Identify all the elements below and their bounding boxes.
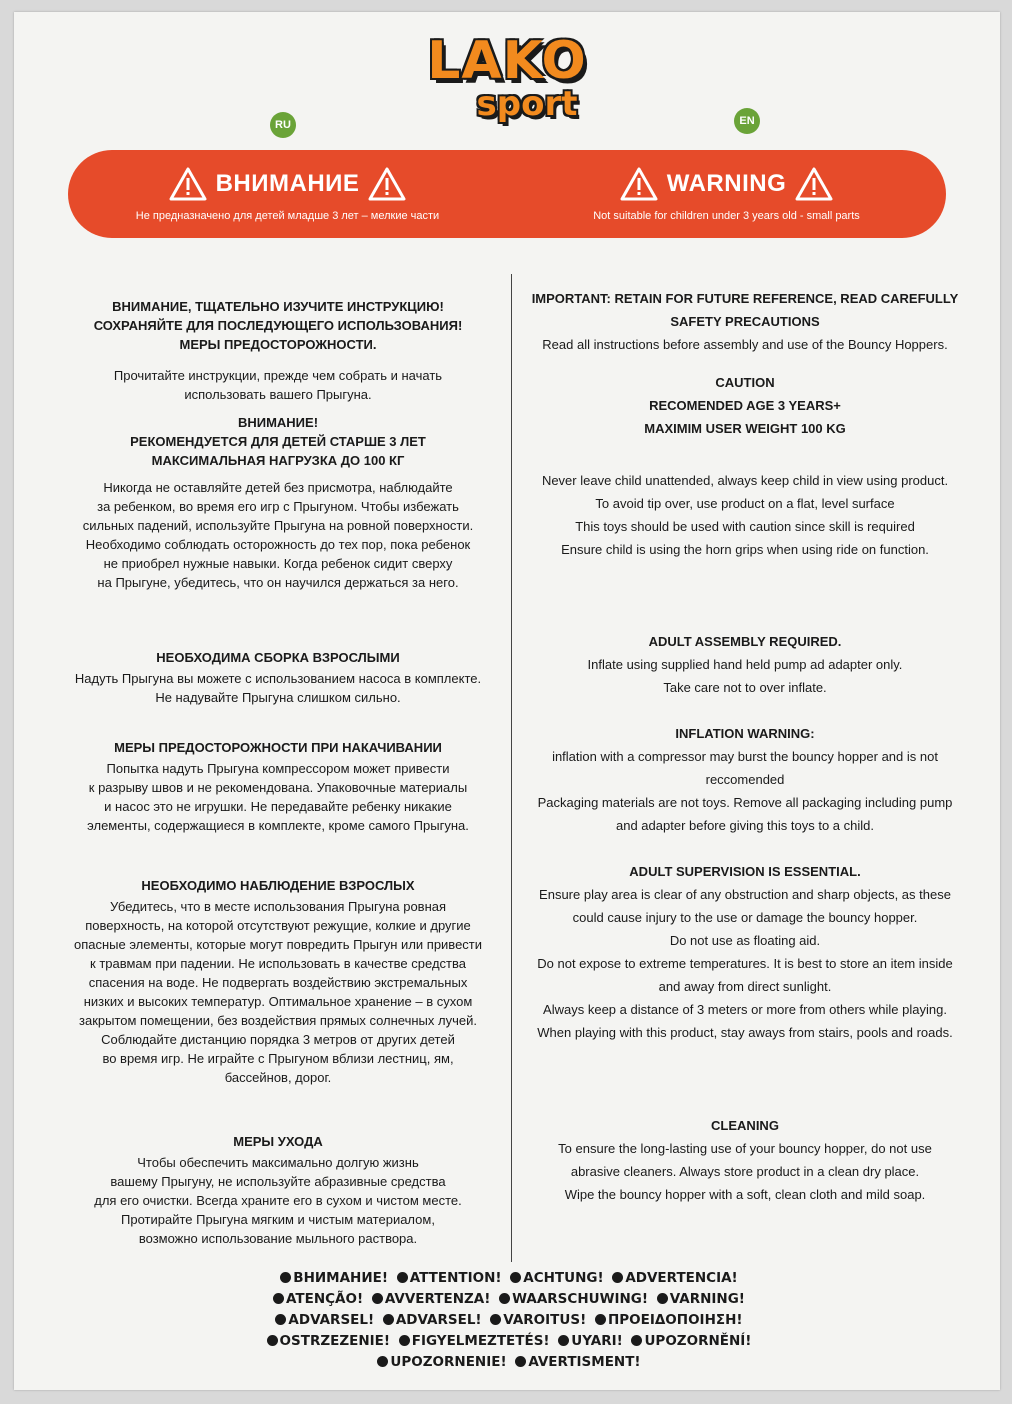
ru-line: и насос это не игрушки. Не передавайте ребенку никакие	[104, 799, 452, 814]
ru-line: за ребенком, во время его игр с Прыгуном. Чтобы избежать	[97, 499, 459, 514]
footer-word: ADVERTENCIA!	[625, 1270, 738, 1286]
ru-line: Необходимо соблюдать осторожность до тех пор, пока ребенок	[85, 537, 471, 552]
ru-line: вашему Прыгуну, не используйте абразивные средства	[110, 1174, 446, 1189]
column-divider	[511, 274, 512, 1262]
footer-word: ΠΡΟΕΙΔΟΠΟΙΗΣΗ!	[607, 1312, 743, 1328]
en-line: When playing with this product, stay aways from stairs, pools and roads.	[537, 1025, 953, 1040]
ru-line: низких и высоких температур. Оптимальное хранение – в сухом	[83, 994, 473, 1009]
ru-assembly-heading: НЕОБХОДИМА СБОРКА ВЗРОСЛЫМИ	[156, 650, 400, 665]
en-line: could cause injury to the use or damage the bouncy hopper.	[572, 910, 918, 925]
footer-word: AVVERTENZA!	[384, 1291, 491, 1307]
ru-intro-heading: СОХРАНЯЙТЕ ДЛЯ ПОСЛЕДУЮЩЕГО ИСПОЛЬЗОВАНИЯ!	[93, 318, 463, 333]
ru-line: Надуть Прыгуна вы можете с использованием насоса в комплекте.	[74, 671, 482, 686]
banner-ru-title: ВНИМАНИЕ	[215, 170, 360, 197]
ru-line: элементы, содержащиеся в комплекте, кроме самого Прыгуна.	[87, 818, 469, 833]
en-line: and adapter before giving this toys to a child.	[616, 818, 874, 833]
flag-dot-icon	[657, 1293, 668, 1304]
ru-intro	[50, 297, 506, 404]
en-line: This toys should be used with caution since skill is required	[575, 519, 915, 534]
banner-en-subtitle: Not suitable for children under 3 years old - small parts	[593, 210, 860, 222]
en-supervision-heading: ADULT SUPERVISION IS ESSENTIAL.	[629, 864, 861, 879]
ru-line: на Прыгуне, убедитесь, что он научился держаться за него.	[97, 575, 459, 590]
en-caution-heading: MAXIMIM USER WEIGHT 100 KG	[644, 421, 846, 436]
en-intro-heading: IMPORTANT: RETAIN FOR FUTURE REFERENCE, READ CAREFULLY	[531, 291, 959, 306]
footer-line	[14, 1331, 1000, 1352]
en-line: Always keep a distance of 3 meters or more from others while playing.	[543, 1002, 947, 1017]
ru-intro-text: Прочитайте инструкции, прежде чем собрать и начать	[113, 368, 443, 383]
footer-word: ATTENTION!	[409, 1270, 502, 1286]
flag-dot-icon	[383, 1314, 394, 1325]
brand-logo	[14, 32, 1000, 122]
en-line: Never leave child unattended, always keep child in view using product.	[541, 473, 949, 488]
ru-intro-heading: МЕРЫ ПРЕДОСТОРОЖНОСТИ.	[179, 337, 377, 352]
instruction-sheet	[14, 12, 1000, 1390]
ru-line: поверхность, на которой отсутствуют режущие, колкие и другие	[85, 918, 471, 933]
flag-dot-icon	[595, 1314, 606, 1325]
flag-dot-icon	[510, 1272, 521, 1283]
ru-line: сильных падений, используйте Прыгуна на ровной поверхности.	[82, 518, 474, 533]
multilingual-warnings	[14, 1268, 1000, 1373]
warning-triangle-icon	[619, 166, 659, 202]
flag-dot-icon	[377, 1356, 388, 1367]
en-caution	[520, 371, 970, 440]
footer-word: UPOZORNĚNÍ!	[644, 1333, 752, 1349]
ru-line: Соблюдайте дистанцию порядка 3 метров от других детей	[101, 1032, 455, 1047]
flag-dot-icon	[499, 1293, 510, 1304]
ru-line: Попытка надуть Прыгуна компрессором может привести	[106, 761, 450, 776]
footer-word: ATENÇÃO!	[286, 1291, 364, 1307]
banner-en	[507, 150, 946, 238]
ru-line: для его очистки. Всегда храните его в сухом и чистом месте.	[94, 1193, 462, 1208]
flag-dot-icon	[558, 1335, 569, 1346]
en-line: Do not expose to extreme temperatures. It is best to store an item inside	[537, 956, 953, 971]
flag-dot-icon	[280, 1272, 291, 1283]
ru-care	[50, 1132, 506, 1248]
footer-line	[14, 1352, 1000, 1373]
ru-line: возможно использование мыльного раствора.	[138, 1231, 418, 1246]
en-line: abrasive cleaners. Always store product in a clean dry place.	[570, 1164, 920, 1179]
ru-line: Чтобы обеспечить максимально долгую жизнь	[137, 1155, 419, 1170]
en-assembly	[520, 630, 970, 699]
ru-adult-supervision	[50, 876, 506, 1087]
en-line: Take care not to over inflate.	[663, 680, 827, 695]
ru-supervision-heading: НЕОБХОДИМО НАБЛЮДЕНИЕ ВЗРОСЛЫХ	[141, 878, 415, 893]
ru-assembly	[50, 648, 506, 707]
ru-caution-heading: РЕКОМЕНДУЕТСЯ ДЛЯ ДЕТЕЙ СТАРШЕ 3 ЛЕТ	[130, 434, 426, 449]
banner-ru-subtitle: Не предназначено для детей младше 3 лет – мелкие части	[135, 210, 440, 222]
footer-word: VARNING!	[669, 1291, 745, 1307]
footer-word: ADVARSEL!	[395, 1312, 482, 1328]
ru-badge: RU	[270, 112, 296, 138]
warning-triangle-icon	[168, 166, 208, 202]
footer-word: ADVARSEL!	[288, 1312, 375, 1328]
en-intro-text: Read all instructions before assembly and use of the Bouncy Hoppers.	[542, 337, 948, 352]
en-cleaning-heading: CLEANING	[711, 1118, 779, 1133]
flag-dot-icon	[612, 1272, 623, 1283]
ru-inflation	[50, 738, 506, 835]
footer-word: ACHTUNG!	[523, 1270, 604, 1286]
warning-banner	[68, 150, 946, 238]
ru-caution	[50, 413, 506, 470]
ru-line: Убедитесь, что в месте использования Прыгуна ровная	[109, 899, 447, 914]
footer-line	[14, 1289, 1000, 1310]
logo-lako-text: LAKO	[427, 31, 587, 91]
banner-en-title: WARNING	[666, 170, 787, 197]
ru-line: закрытом помещении, без воздействия прямых солнечных лучей.	[79, 1013, 477, 1028]
en-inflation-heading: INFLATION WARNING:	[675, 726, 815, 741]
en-line: Ensure child is using the horn grips when using ride on function.	[561, 542, 929, 557]
en-cleaning	[520, 1114, 970, 1206]
en-line: reccomended	[705, 772, 785, 787]
en-badge: EN	[734, 108, 760, 134]
ru-line: Не надувайте Прыгуна слишком сильно.	[155, 690, 401, 705]
ru-line: Никогда не оставляйте детей без присмотра, наблюдайте	[103, 480, 453, 495]
ru-line: опасные элементы, которые могут повредить Прыгун или привести	[73, 937, 483, 952]
footer-line	[14, 1268, 1000, 1289]
ru-inflation-heading: МЕРЫ ПРЕДОСТОРОЖНОСТИ ПРИ НАКАЧИВАНИИ	[114, 740, 442, 755]
en-line: To avoid tip over, use product on a flat, level surface	[595, 496, 895, 511]
flag-dot-icon	[515, 1356, 526, 1367]
ru-line: к травмам при падении. Не использовать в качестве средства	[90, 956, 466, 971]
ru-care-heading: МЕРЫ УХОДА	[233, 1134, 323, 1149]
en-line: Inflate using supplied hand held pump ad adapter only.	[587, 657, 903, 672]
ru-caution-heading: ВНИМАНИЕ!	[237, 415, 319, 430]
ru-supervision-note	[50, 478, 506, 592]
ru-intro-heading: ВНИМАНИЕ, ТЩАТЕЛЬНО ИЗУЧИТЕ ИНСТРУКЦИЮ!	[112, 299, 444, 314]
ru-line: во время игр. Не играйте с Прыгуном вблизи лестниц, ям,	[102, 1051, 454, 1066]
ru-line: спасения на воде. Не подвергать воздействию экстремальных	[88, 975, 468, 990]
en-supervision-note	[520, 469, 970, 561]
warning-triangle-icon	[367, 166, 407, 202]
ru-line: к разрыву швов и не рекомендована. Упаковочные материалы	[88, 780, 468, 795]
flag-dot-icon	[490, 1314, 501, 1325]
flag-dot-icon	[275, 1314, 286, 1325]
ru-line: Протирайте Прыгуна мягким и чистым материалом,	[121, 1212, 435, 1227]
en-adult-supervision	[520, 860, 970, 1044]
en-line: and away from direct sunlight.	[658, 979, 832, 994]
en-line: To ensure the long-lasting use of your bouncy hopper, do not use	[558, 1141, 932, 1156]
en-intro	[520, 287, 970, 356]
flag-dot-icon	[399, 1335, 410, 1346]
footer-word: WAARSCHUWING!	[512, 1291, 649, 1307]
en-line: Packaging materials are not toys. Remove all packaging including pump	[537, 795, 953, 810]
warning-triangle-icon	[794, 166, 834, 202]
flag-dot-icon	[372, 1293, 383, 1304]
en-line: Ensure play area is clear of any obstruction and sharp objects, as these	[539, 887, 951, 902]
logo-sport-text: sport	[476, 84, 578, 124]
footer-word: FIGYELMEZTETÉS!	[411, 1333, 550, 1349]
footer-word: OSTRZEZENIE!	[279, 1333, 391, 1349]
ru-line: не приобрел нужные навыки. Когда ребенок сидит сверху	[103, 556, 453, 571]
flag-dot-icon	[273, 1293, 284, 1304]
en-caution-heading: CAUTION	[715, 375, 775, 390]
footer-word: UPOZORNENIE!	[390, 1354, 507, 1370]
en-line: inflation with a compressor may burst the bouncy hopper and is not	[552, 749, 938, 764]
footer-word: VAROITUS!	[503, 1312, 587, 1328]
banner-ru	[68, 150, 507, 238]
footer-word: UYARI!	[571, 1333, 623, 1349]
flag-dot-icon	[267, 1335, 278, 1346]
en-caution-heading: RECOMENDED AGE 3 YEARS+	[649, 398, 841, 413]
en-line: Wipe the bouncy hopper with a soft, clean cloth and mild soap.	[564, 1187, 926, 1202]
en-line: Do not use as floating aid.	[669, 933, 821, 948]
en-intro-heading: SAFETY PRECAUTIONS	[670, 314, 820, 329]
ru-line: бассейнов, дорог.	[224, 1070, 332, 1085]
footer-line	[14, 1310, 1000, 1331]
ru-intro-text: использовать вашего Прыгуна.	[184, 387, 372, 402]
footer-word: ВНИМАНИЕ!	[293, 1270, 389, 1286]
flag-dot-icon	[397, 1272, 408, 1283]
footer-word: AVERTISMENT!	[528, 1354, 641, 1370]
ru-caution-heading: МАКСИМАЛЬНАЯ НАГРУЗКА ДО 100 КГ	[151, 453, 405, 468]
flag-dot-icon	[631, 1335, 642, 1346]
en-inflation	[520, 722, 970, 837]
en-assembly-heading: ADULT ASSEMBLY REQUIRED.	[648, 634, 842, 649]
